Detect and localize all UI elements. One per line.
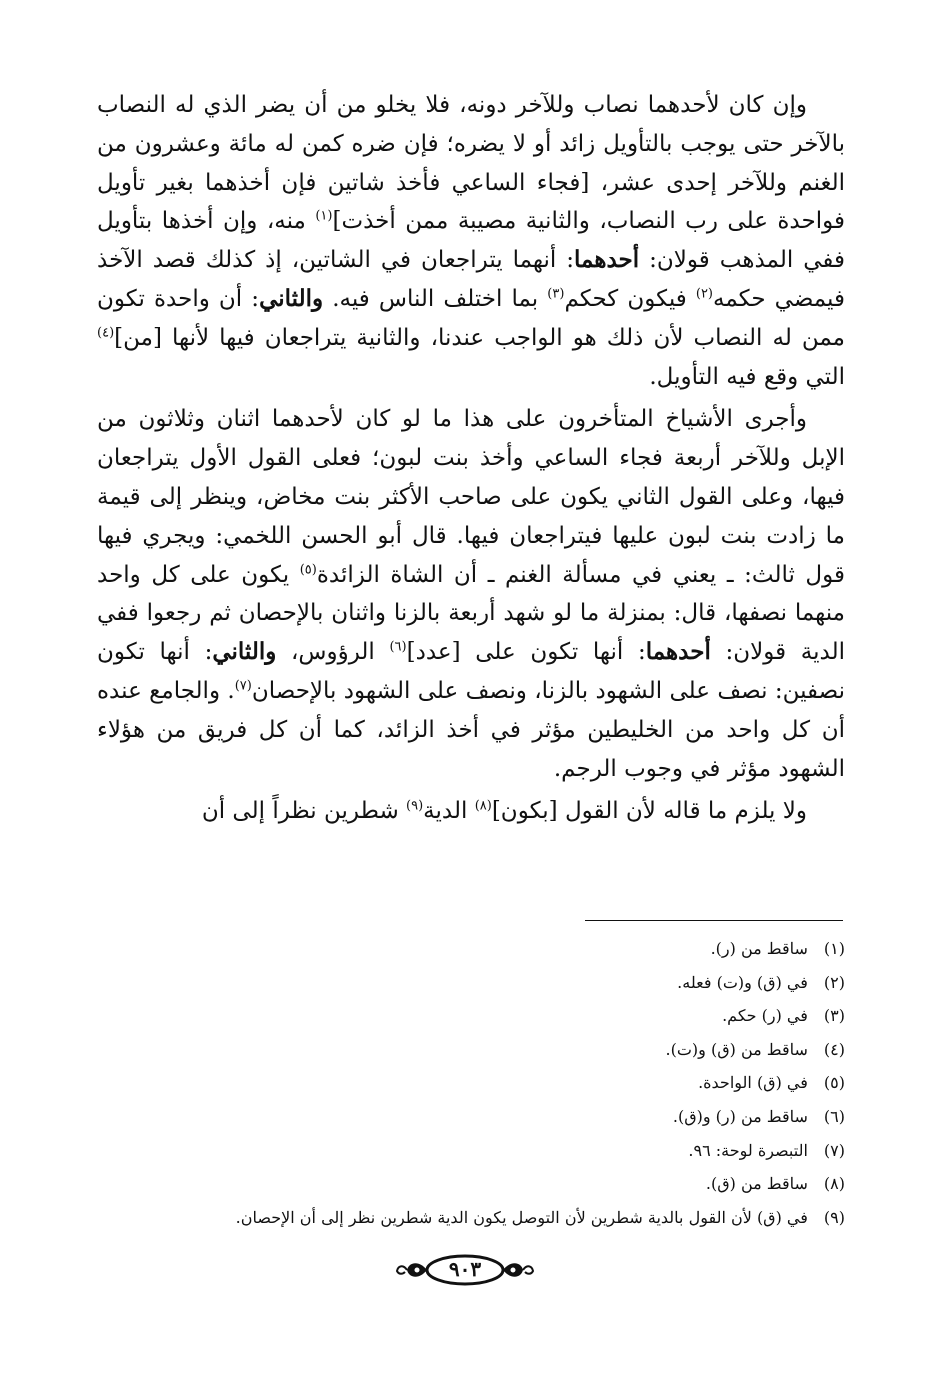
footnote-ref: (٣): [547, 286, 565, 302]
text-run: فيكون كحكم: [564, 285, 696, 312]
footnote-number: (٢): [823, 972, 845, 992]
bold-term: أحدهما: [574, 246, 640, 274]
footnote: [97, 1033, 845, 1067]
footnote-text: ساقط من (ق) و(ت).: [665, 1039, 808, 1059]
text-run: التي وقع فيه التأويل.: [649, 363, 845, 390]
paragraph: [97, 86, 845, 396]
footnote-text: التبصرة لوحة: ٩٦.: [688, 1140, 808, 1160]
footnote: [97, 1066, 845, 1100]
footnote-number: (٨): [823, 1174, 845, 1194]
footnote-separator: [585, 920, 843, 921]
footnote: [97, 966, 845, 1000]
paragraph: [97, 400, 845, 788]
footnote-number: (٥): [823, 1073, 845, 1093]
bold-term: والثاني: [212, 638, 277, 666]
footnote-text: ساقط من (ق).: [705, 1174, 808, 1194]
text-run: شطرين نظراً إلى أن: [201, 798, 407, 825]
footnote-ref: (٩): [406, 798, 424, 814]
footnote-ref: (٨): [474, 798, 492, 814]
footnote-text: في (ر) حكم.: [722, 1006, 808, 1026]
footnote: [97, 1201, 845, 1235]
footnote-text: ساقط من (ر).: [710, 939, 808, 958]
main-text: [97, 86, 845, 831]
footnote: [97, 1167, 845, 1201]
text-run: : أنهما يتراجعان في الشاتين، إذ كذلك قصد الآخذ فيمضي حكمه: [97, 247, 845, 312]
paragraph: [97, 792, 845, 831]
text-run: . والجامع عنده أن كل واحد من الخليطين مؤثر في أخذ الزائد، كما أن كل فريق من هؤلاء الشهود مؤثر في وجوب الرجم.: [97, 677, 845, 782]
page-number: ٩٠٣: [448, 1257, 482, 1281]
text-run: الرؤوس،: [276, 639, 390, 666]
page-number-ornament: [395, 1250, 535, 1290]
text-run: : أنها تكون نصفين: نصف على الشهود بالزنا، ونصف على الشهود بالإحصان: [97, 639, 845, 704]
footnote: [97, 932, 845, 966]
text-run: بما اختلف الناس فيه.: [323, 285, 548, 312]
footnote-number: (٩): [823, 1207, 845, 1227]
footnote-ref: (١): [315, 208, 333, 224]
footnote-number: (٦): [823, 1106, 845, 1126]
text-run: وأجرى الأشياخ المتأخرون على هذا ما لو كان لأحدهما اثنان وثلاثون من الإبل وللآخر أربعة فجاء الساعي وأخذ بنت لبون؛ فعلى القول الأول يتراجعان فيها، وعلى القول الثاني يكون على صاحب الأكثر بنت مخاض، وينظر إلى قيمة ما زادت بنت لبون عليها فيتراجعان فيها. قال أبو الحسن اللخمي: ويجري فيها قول ثالث: ـ يعني في مسألة الغنم ـ أن الشاة الزائدة: [97, 406, 845, 588]
footnotes-list: [97, 932, 845, 1234]
footnote-ref: (٥): [299, 561, 317, 577]
text-run: ولا يلزم ما قاله لأن القول [بكون]: [491, 798, 807, 825]
text-run: يكون على كل واحد منهما نصفها، قال: بمنزلة ما لو شهد أربعة بالزنا واثنان بالإحصان ثم رجعوا ففي الدية قولان:: [97, 561, 845, 666]
text-run: وإن كان لأحدهما نصاب وللآخر دونه، فلا يخلو من أن يضر الذي له النصاب بالآخر حتى يوجب بالتأويل زائد أو لا يضره؛ فإن ضره كمن له مائة وعشرون من الغنم وللآخر إحدى عشر، [فجاء الساعي فأخذ شاتين فإن أخذهما بغير تأويل فواحدة على رب النصاب، والثانية مصيبة ممن أخذت]: [97, 92, 845, 235]
text-run: : أن واحدة تكون ممن له النصاب لأن ذلك هو الواجب عندنا، والثانية يتراجعان فيها لأنها [من]: [97, 285, 845, 351]
footnote-number: (٣): [823, 1006, 845, 1026]
footnote-ref: (٢): [695, 286, 713, 302]
footnote: [97, 999, 845, 1033]
bold-term: والثاني: [259, 284, 324, 312]
footnote: [97, 1134, 845, 1168]
footnote-ref: (٧): [234, 678, 252, 694]
text-run: : أنها تكون على [عدد]: [406, 639, 646, 666]
footnote-ref: (٦): [389, 639, 407, 655]
footnote-number: (٤): [823, 1039, 845, 1059]
text-run: منه، وإن أخذها بتأويل ففي المذهب قولان:: [97, 208, 845, 274]
bold-term: أحدهما: [645, 638, 711, 666]
footnote-number: (٧): [823, 1140, 845, 1160]
footnote-text: ساقط من (ر) و(ق).: [672, 1106, 808, 1126]
footnote-ref: (٤): [97, 325, 115, 341]
footnote-text: في (ق) و(ت) فعله.: [677, 972, 808, 992]
text-run: الدية: [423, 798, 475, 825]
footnote-text: في (ق) لأن القول بالدية شطرين لأن التوصل يكون الدية شطرين نظر إلى أن الإحصان.: [235, 1207, 808, 1227]
footnote-text: في (ق) الواحدة.: [698, 1073, 808, 1093]
footnote-number: (١): [823, 939, 845, 958]
footnote: [97, 1100, 845, 1134]
